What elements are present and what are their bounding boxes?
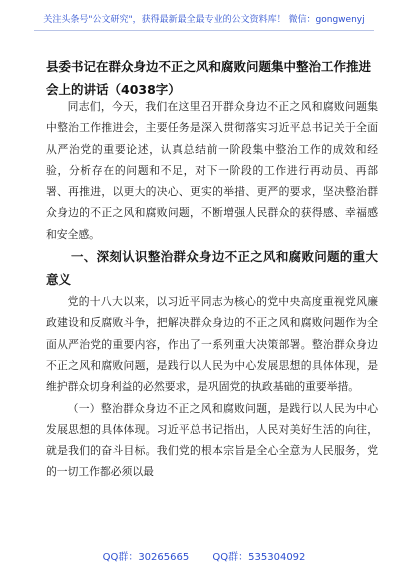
body-paragraph: （一）整治群众身边不正之风和腐败问题，是践行以人民为中心发展思想的具体体现。习近平总书记指出，人民对美好生活的向往，就是我们的奋斗目标。我们党的根本宗旨是全心全意为人民服务，党的一切工作都必须以最 (46, 401, 378, 479)
header-divider (34, 30, 374, 31)
qq-group-2: QQ群：535304092 (212, 552, 306, 563)
body-paragraph: 同志们，今天，我们在这里召开群众身边不正之风和腐败问题集中整治工作推进会，主要任务是深入贯彻落实习近平总书记关于全面从严治党的重要论述，认真总结前一阶段集中整治工作的成效和经验，分析存在的问题和不足，对下一阶段的工作进行再动员、再部署、再推进，以更大的决心、更实的举措、更严的要求，坚决整治群众身边的不正之风和腐败问题，不断增强人民群众的获得感、幸福感和安全感。 (46, 100, 378, 241)
body-paragraph: 党的十八大以来，以习近平同志为核心的党中央高度重视党风廉政建设和反腐败斗争，把解决群众身边的不正之风和腐败问题作为全面从严治党的重要内容，作出了一系列重大决策部署。整治群众身边不正之风和腐败问题，是践行以人民为中心发展思想的具体体现，是维护群众切身利益的必然要求，是巩固党的执政基础的重要举措。 (46, 295, 378, 394)
header-notice: 关注头条号"公文研究"，获得最新最全最专业的公文资料库！ 微信：gongwenyj (43, 15, 365, 25)
qq-group-1: QQ群：30265665 (102, 552, 190, 563)
section-heading: 一、深刻认识整治群众身边不正之风和腐败问题的重大意义 (46, 249, 378, 288)
document-title: 县委书记在群众身边不正之风和腐败问题集中整治工作推进会上的讲话（4038字） (46, 59, 372, 97)
document-body (46, 96, 378, 483)
footer-contact (0, 548, 408, 563)
